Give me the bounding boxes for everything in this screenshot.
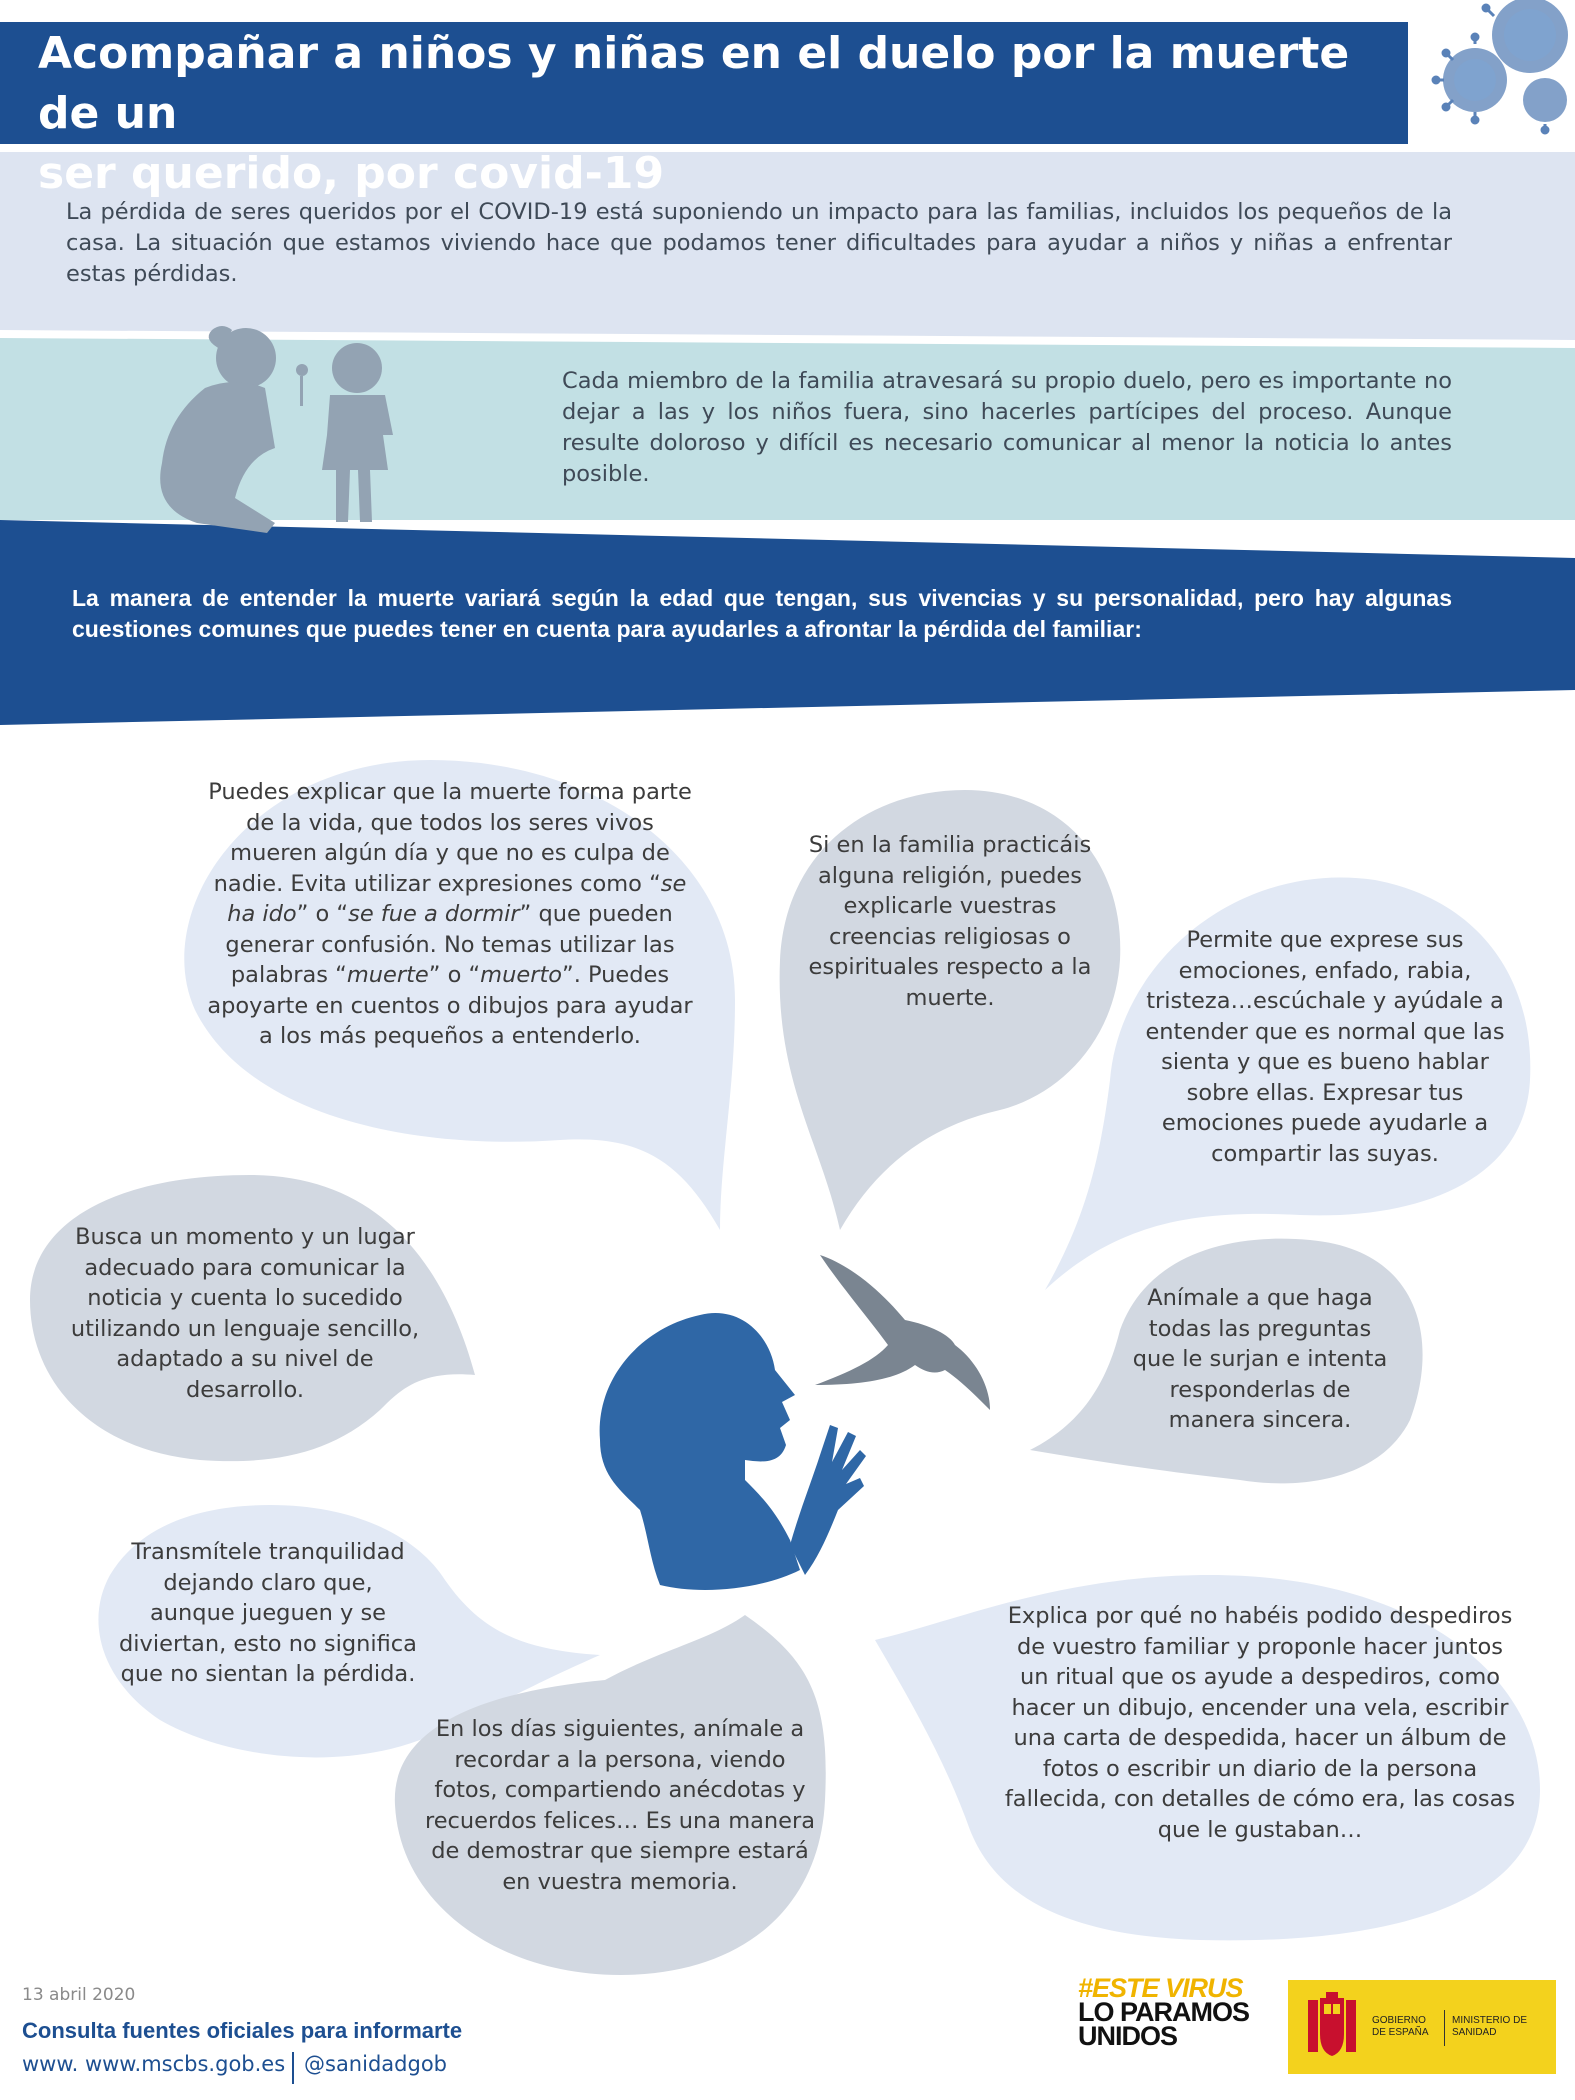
intro-paragraph-1: La pérdida de seres queridos por el COVID-19 está suponiendo un impacto para las familias, incluidos los pequeños de la casa. La situación que estamos viviendo hace que podamos tener dificultades para ayudar a niños y niñas a enfrentar estas pérdidas. <box>66 199 1452 287</box>
coat-of-arms-icon <box>1302 1990 1362 2066</box>
government-name: GOBIERNO DE ESPAÑA <box>1372 2015 1429 2038</box>
ministry-name: MINISTERIO DE SANIDAD <box>1452 2015 1528 2038</box>
title-line-2: ser querido, por covid-19 <box>38 148 665 199</box>
footer-date: 13 abril 2020 <box>22 1985 136 2005</box>
bubble-ritual-text: Explica por qué no habéis podido despediros de vuestro familiar y proponle hacer juntos un ritual que os ayude a despediros, como hacer un dibujo, encender una vela, escribir una carta de despedida, hacer un álbum de fotos o escribir un diario de la persona fallecida, con detalles de cómo era, las cosas que le gustaban… <box>1004 1603 1516 1843</box>
bubble-calm-text: Transmítele tranquilidad dejando claro que, aunque jueguen y se diviertan, esto no significa que no sientan la pérdida. <box>119 1539 417 1687</box>
bubble-moment-text: Busca un momento y un lugar adecuado para comunicar la noticia y cuenta lo sucedido utilizando un lenguaje sencillo, adaptado a su nivel de desarrollo. <box>70 1224 420 1403</box>
title-line-1: Acompañar a niños y niñas en el duelo por la muerte de un <box>38 28 1350 139</box>
page-title <box>38 24 1378 204</box>
footer-twitter-link[interactable]: @sanidadgob <box>304 2052 447 2076</box>
intro-paragraph-2: Cada miembro de la familia atravesará su propio duelo, pero es importante no dejar a las y los niños fuera, sino hacerles partícipes del proceso. Aunque resulte doloroso y difícil es necesario comunicar al menor la noticia lo antes posible. <box>562 368 1452 487</box>
swallow-icon <box>815 1255 990 1410</box>
bubble-remember-text: En los días siguientes, anímale a recordar a la persona, viendo fotos, compartiendo anécdotas y recuerdos felices… Es una manera de demostrar que siempre estará en vuestra memoria. <box>424 1716 816 1895</box>
intro-paragraph-3: La manera de entender la muerte variará según la edad que tengan, sus vivencias y su personalidad, pero hay algunas cuestiones comunes que puedes tener en cuenta para ayudarles a afrontar la pérdida del familiar: <box>72 585 1452 642</box>
footer-consult: Consulta fuentes oficiales para informarte <box>22 2018 463 2043</box>
footer-separator <box>292 2052 294 2084</box>
campaign-slogan: LO PARAMOS UNIDOS <box>1078 1997 1249 2051</box>
government-logo-divider <box>1444 2010 1445 2046</box>
campaign-hashtag: #ESTE VIRUS <box>1078 1973 1243 2003</box>
bubble-questions-text: Anímale a que haga todas las preguntas que le surjan e intenta responderlas de manera sincera. <box>1132 1285 1388 1433</box>
virus-icon <box>1420 0 1575 150</box>
child-silhouette-icon <box>600 1313 866 1590</box>
bubble-religion-text: Si en la familia practicáis alguna religión, puedes explicarle vuestras creencias religiosas o espirituales respecto a la muerte. <box>808 832 1092 1011</box>
footer-website-link[interactable]: www. www.mscbs.gob.es <box>22 2052 286 2076</box>
campaign-logo <box>1078 1973 1268 2051</box>
bubble-explain-text: Puedes explicar que la muerte forma parte de la vida, que todos los seres vivos mueren algún día y que no es culpa de nadie. Evita utilizar expresiones como “se ha ido” o “se fue a dormir” que pueden generar confusión. No temas utilizar las palabras “muerte” o “muerto”. Puedes apoyarte en cuentos o dibujos para ayudar a los más pequeños a entenderlo. <box>207 779 693 1049</box>
bubble-emotions-text: Permite que exprese sus emociones, enfado, rabia, tristeza…escúchale y ayúdale a entender que es normal que las sienta y que es bueno hablar sobre ellas. Expresar tus emociones puede ayudarle a compartir las suyas. <box>1145 927 1505 1167</box>
